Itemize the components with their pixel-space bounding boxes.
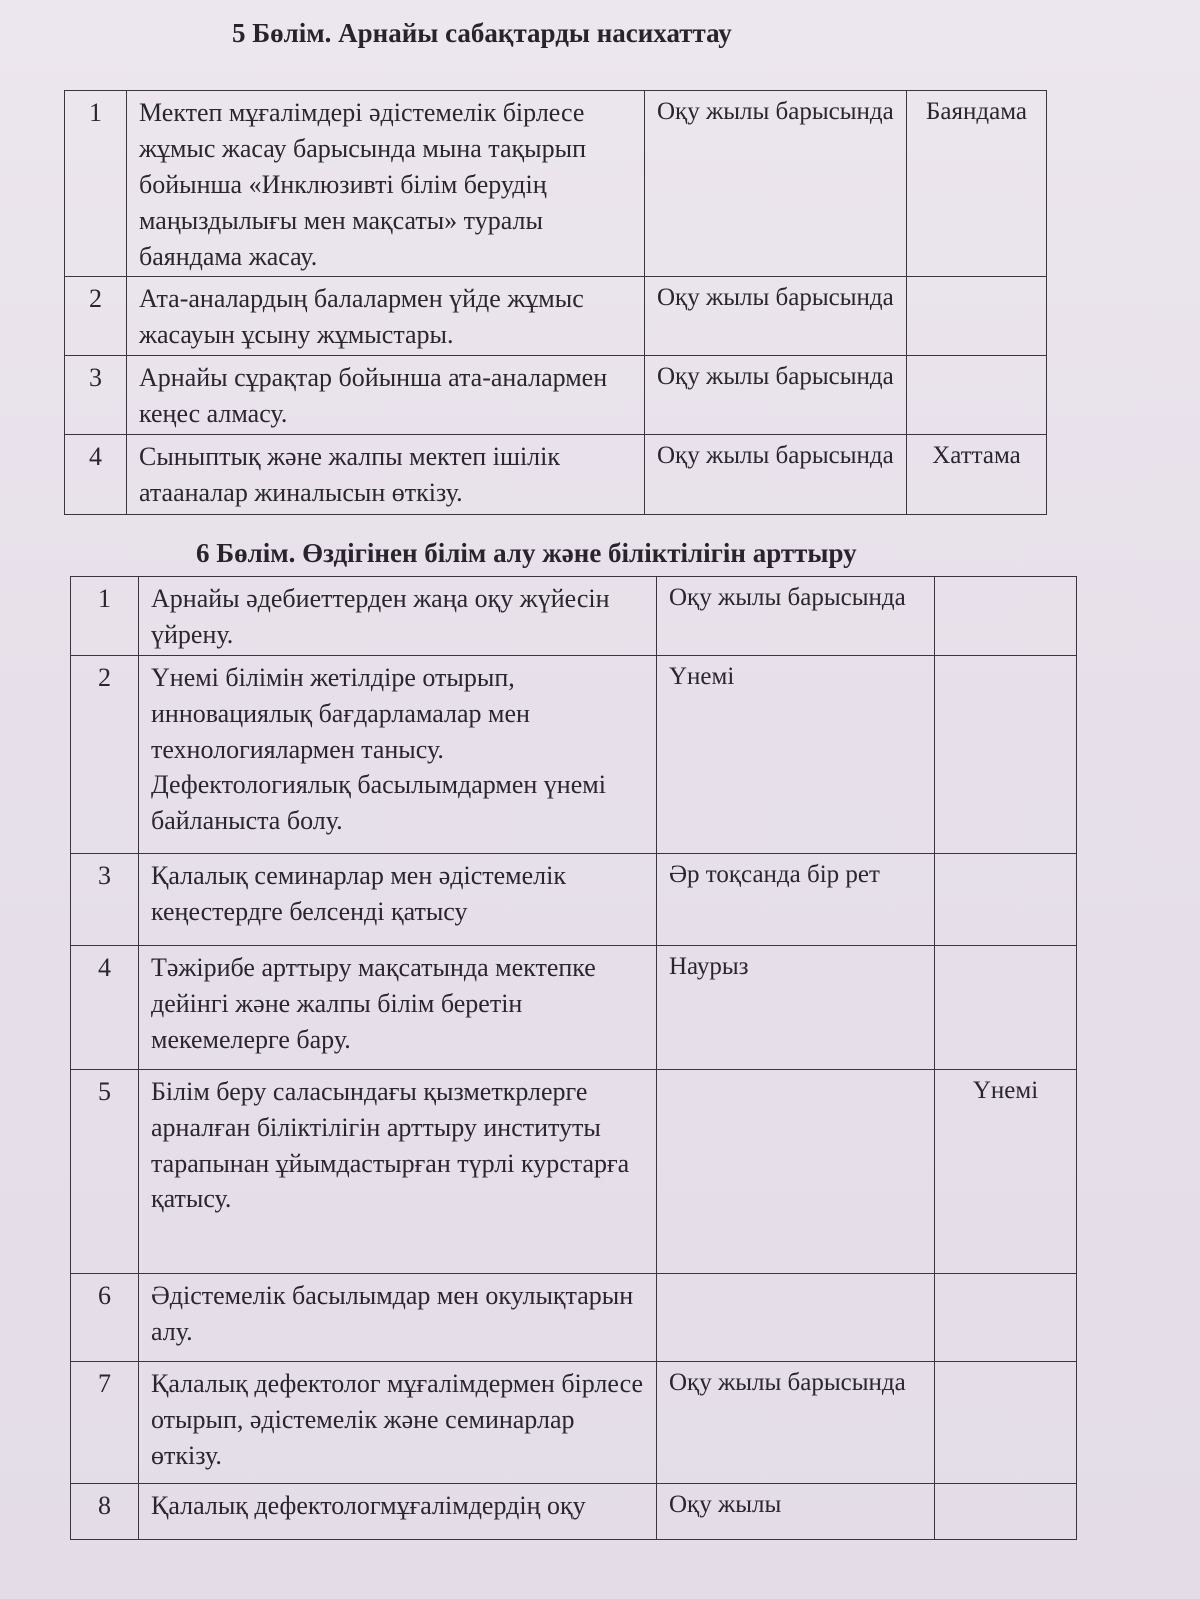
- task-cell: Әдістемелік басылымдар мен окулықтарын алу.: [139, 1273, 657, 1361]
- row-number: 1: [65, 91, 127, 277]
- table-row: [71, 853, 1077, 945]
- table-row: [71, 1483, 1077, 1539]
- term-cell: Оқу жылы барысында: [645, 434, 907, 514]
- table-row: [71, 655, 1077, 853]
- table-row: [65, 277, 1047, 356]
- table-row: [65, 91, 1047, 277]
- result-cell: [935, 1273, 1077, 1361]
- row-number: 1: [71, 577, 139, 656]
- task-cell: Сыныптық және жалпы мектеп ішілік атааналар жиналысын өткізу.: [127, 434, 645, 514]
- row-number: 6: [71, 1273, 139, 1361]
- result-cell: [935, 1361, 1077, 1483]
- term-cell: Оқу жылы барысында: [645, 356, 907, 435]
- row-number: 4: [65, 434, 127, 514]
- task-cell: Үнемі білімін жетілдіре отырып, инновациялық бағдарламалар мен технологиялармен танысу. Дефектологиялық басылымдармен үнемі байланыста болу.: [139, 655, 657, 853]
- result-cell: [935, 577, 1077, 656]
- table-row: [65, 434, 1047, 514]
- table-row: [71, 945, 1077, 1069]
- row-number: 3: [71, 853, 139, 945]
- term-cell: Наурыз: [657, 945, 935, 1069]
- task-cell: Қалалық семинарлар мен әдістемелік кеңестердге белсенді қатысу: [139, 853, 657, 945]
- row-number: 3: [65, 356, 127, 435]
- task-cell: Ата-аналардың балалармен үйде жұмыс жасауын ұсыну жұмыстары.: [127, 277, 645, 356]
- task-cell: Қалалық дефектолог мұғалімдермен бірлесе отырып, әдістемелік және семинарлар өткізу.: [139, 1361, 657, 1483]
- term-cell: Оқу жылы барысында: [657, 1361, 935, 1483]
- table-row: [71, 1069, 1077, 1273]
- row-number: 7: [71, 1361, 139, 1483]
- task-cell: Мектеп мұғалімдері әдістемелік бірлесе жұмыс жасау барысында мына тақырып бойынша «Инклюзивті білім берудің маңыздылығы мен мақсаты» туралы баяндама жасау.: [127, 91, 645, 277]
- result-cell: [935, 1483, 1077, 1539]
- section-6-table: [70, 576, 1077, 1540]
- row-number: 5: [71, 1069, 139, 1273]
- section-5-title: 5 Бөлім. Арнайы сабақтарды насихаттау: [232, 18, 732, 48]
- result-cell: Үнемі: [935, 1069, 1077, 1273]
- row-number: 4: [71, 945, 139, 1069]
- term-cell: Үнемі: [657, 655, 935, 853]
- task-cell: Қалалық дефектологмұғалімдердің оқу: [139, 1483, 657, 1539]
- table-row: [71, 1361, 1077, 1483]
- section-5-table: [64, 90, 1047, 515]
- term-cell: Әр тоқсанда бір рет: [657, 853, 935, 945]
- term-cell: Оқу жылы барысында: [657, 577, 935, 656]
- term-cell: Оқу жылы барысында: [645, 91, 907, 277]
- task-cell: Білім беру саласындағы қызметкрлерге арналған біліктілігін арттыру институты тарапынан ұйымдастырған түрлі курстарға қатысу.: [139, 1069, 657, 1273]
- result-cell: Хаттама: [907, 434, 1047, 514]
- task-cell: Тәжірибе арттыру мақсатында мектепке дейінгі және жалпы білім беретін мекемелерге бару.: [139, 945, 657, 1069]
- result-cell: [935, 853, 1077, 945]
- result-cell: [907, 356, 1047, 435]
- term-cell: Оқу жылы: [657, 1483, 935, 1539]
- row-number: 2: [71, 655, 139, 853]
- term-cell: [657, 1069, 935, 1273]
- table-row: [71, 1273, 1077, 1361]
- task-cell: Арнайы әдебиеттерден жаңа оқу жүйесін үйрену.: [139, 577, 657, 656]
- result-cell: [935, 945, 1077, 1069]
- table-row: [65, 356, 1047, 435]
- result-cell: [935, 655, 1077, 853]
- table-row: [71, 577, 1077, 656]
- result-cell: [907, 277, 1047, 356]
- term-cell: Оқу жылы барысында: [645, 277, 907, 356]
- result-cell: Баяндама: [907, 91, 1047, 277]
- section-6-title: 6 Бөлім. Өздігінен білім алу және біліктілігін арттыру: [196, 538, 857, 568]
- row-number: 2: [65, 277, 127, 356]
- task-cell: Арнайы сұрақтар бойынша ата-аналармен кеңес алмасу.: [127, 356, 645, 435]
- row-number: 8: [71, 1483, 139, 1539]
- term-cell: [657, 1273, 935, 1361]
